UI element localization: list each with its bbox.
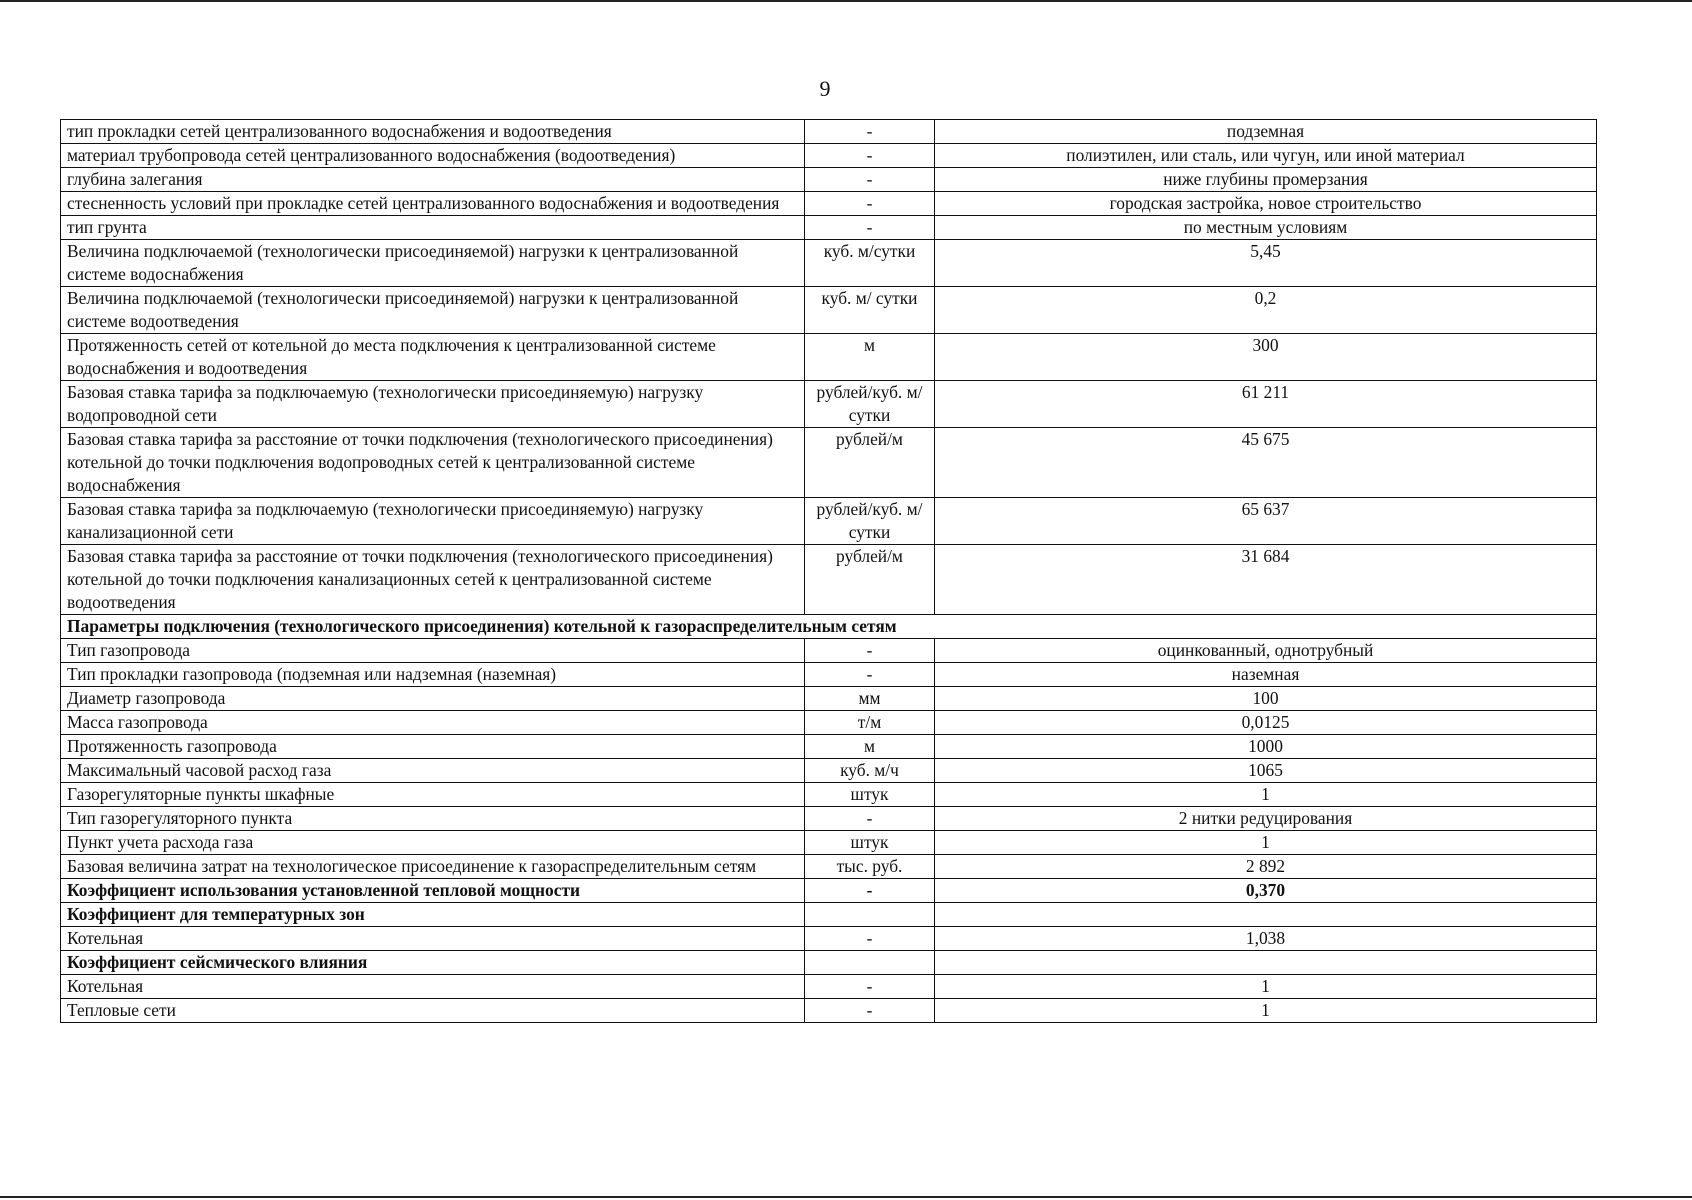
table-row — [61, 783, 1597, 807]
page-number: 9 — [819, 76, 831, 101]
unit-cell: рублей/м — [805, 428, 935, 498]
table-row — [61, 927, 1597, 951]
param-cell: Газорегуляторные пункты шкафные — [61, 783, 805, 807]
table-row — [61, 381, 1597, 428]
unit-cell: м — [805, 334, 935, 381]
unit-cell: штук — [805, 783, 935, 807]
param-cell: Базовая ставка тарифа за расстояние от точки подключения (технологического присоединения) котельной до точки подключения водопроводных сетей к централизованной системе водоснабжения — [61, 428, 805, 498]
value-cell: 5,45 — [935, 240, 1597, 287]
value-cell: 0,370 — [935, 879, 1597, 903]
table-row — [61, 735, 1597, 759]
unit-cell: - — [805, 168, 935, 192]
param-cell: Базовая ставка тарифа за расстояние от точки подключения (технологического присоединения) котельной до точки подключения канализационных сетей к централизованной системе водоотведения — [61, 545, 805, 615]
unit-cell: рублей/куб. м/сутки — [805, 381, 935, 428]
param-cell: материал трубопровода сетей централизованного водоснабжения (водоотведения) — [61, 144, 805, 168]
parameters-table — [60, 119, 1597, 1023]
unit-cell: - — [805, 144, 935, 168]
unit-cell: т/м — [805, 711, 935, 735]
param-cell: стесненность условий при прокладке сетей централизованного водоснабжения и водоотведения — [61, 192, 805, 216]
unit-cell: - — [805, 999, 935, 1023]
param-cell: глубина залегания — [61, 168, 805, 192]
table-row — [61, 879, 1597, 903]
param-cell: Тип прокладки газопровода (подземная или надземная (наземная) — [61, 663, 805, 687]
seismic-title: Коэффициент сейсмического влияния — [61, 951, 805, 975]
param-cell: Протяженность сетей от котельной до места подключения к централизованной системе водоснабжения и водоотведения — [61, 334, 805, 381]
unit-cell: рублей/м — [805, 545, 935, 615]
param-cell: Максимальный часовой расход газа — [61, 759, 805, 783]
table-row — [61, 168, 1597, 192]
value-cell: по местным условиям — [935, 216, 1597, 240]
unit-cell: - — [805, 975, 935, 999]
unit-cell: - — [805, 807, 935, 831]
unit-cell: штук — [805, 831, 935, 855]
table-row — [61, 287, 1597, 334]
value-cell: 1 — [935, 783, 1597, 807]
value-cell: 1000 — [935, 735, 1597, 759]
value-cell: 1065 — [935, 759, 1597, 783]
value-cell: 45 675 — [935, 428, 1597, 498]
table-row — [61, 711, 1597, 735]
param-cell: Котельная — [61, 975, 805, 999]
table-row — [61, 192, 1597, 216]
table-row — [61, 428, 1597, 498]
param-cell: Протяженность газопровода — [61, 735, 805, 759]
unit-cell: - — [805, 192, 935, 216]
table-row — [61, 831, 1597, 855]
value-cell: 0,2 — [935, 287, 1597, 334]
value-cell — [935, 951, 1597, 975]
table-row — [61, 240, 1597, 287]
param-cell: Тепловые сети — [61, 999, 805, 1023]
section-header-row — [61, 615, 1597, 639]
param-cell: Коэффициент использования установленной тепловой мощности — [61, 879, 805, 903]
param-cell: Тип газорегуляторного пункта — [61, 807, 805, 831]
param-cell: Котельная — [61, 927, 805, 951]
section-header-row — [61, 951, 1597, 975]
table-row — [61, 545, 1597, 615]
param-cell: тип прокладки сетей централизованного водоснабжения и водоотведения — [61, 120, 805, 144]
unit-cell: рублей/куб. м/сутки — [805, 498, 935, 545]
table-row — [61, 807, 1597, 831]
table-row — [61, 639, 1597, 663]
scan-edge-top — [0, 0, 1692, 2]
param-cell: Тип газопровода — [61, 639, 805, 663]
unit-cell: куб. м/ сутки — [805, 287, 935, 334]
value-cell: 2 892 — [935, 855, 1597, 879]
unit-cell: куб. м/сутки — [805, 240, 935, 287]
table-row — [61, 334, 1597, 381]
param-cell: Масса газопровода — [61, 711, 805, 735]
param-cell: Базовая ставка тарифа за подключаемую (технологически присоединяемую) нагрузку водопроводной сети — [61, 381, 805, 428]
table-row — [61, 144, 1597, 168]
value-cell: наземная — [935, 663, 1597, 687]
param-cell: Величина подключаемой (технологически присоединяемой) нагрузки к централизованной системе водоснабжения — [61, 240, 805, 287]
param-cell: Величина подключаемой (технологически присоединяемой) нагрузки к централизованной системе водоотведения — [61, 287, 805, 334]
unit-cell: - — [805, 216, 935, 240]
param-cell: тип грунта — [61, 216, 805, 240]
value-cell: полиэтилен, или сталь, или чугун, или иной материал — [935, 144, 1597, 168]
scan-edge-bottom — [0, 1196, 1692, 1198]
unit-cell: тыс. руб. — [805, 855, 935, 879]
unit-cell: - — [805, 879, 935, 903]
value-cell: 100 — [935, 687, 1597, 711]
unit-cell: - — [805, 663, 935, 687]
value-cell: 300 — [935, 334, 1597, 381]
table-row — [61, 663, 1597, 687]
param-cell: Базовая величина затрат на технологическое присоединение к газораспределительным сетям — [61, 855, 805, 879]
value-cell: 1 — [935, 975, 1597, 999]
unit-cell — [805, 903, 935, 927]
table-row — [61, 498, 1597, 545]
value-cell: 61 211 — [935, 381, 1597, 428]
gas-section-title: Параметры подключения (технологического присоединения) котельной к газораспределительным сетям — [61, 615, 1597, 639]
value-cell: 1 — [935, 831, 1597, 855]
table-row — [61, 999, 1597, 1023]
section-header-row — [61, 903, 1597, 927]
unit-cell: мм — [805, 687, 935, 711]
unit-cell — [805, 951, 935, 975]
table-row — [61, 855, 1597, 879]
value-cell: городская застройка, новое строительство — [935, 192, 1597, 216]
table-row — [61, 120, 1597, 144]
table-row — [61, 975, 1597, 999]
table-row — [61, 216, 1597, 240]
value-cell: 0,0125 — [935, 711, 1597, 735]
value-cell: ниже глубины промерзания — [935, 168, 1597, 192]
unit-cell: куб. м/ч — [805, 759, 935, 783]
param-cell: Базовая ставка тарифа за подключаемую (технологически присоединяемую) нагрузку канализационной сети — [61, 498, 805, 545]
unit-cell: - — [805, 639, 935, 663]
unit-cell: - — [805, 927, 935, 951]
unit-cell: - — [805, 120, 935, 144]
value-cell: 31 684 — [935, 545, 1597, 615]
table-row — [61, 687, 1597, 711]
value-cell: 1 — [935, 999, 1597, 1023]
value-cell: 2 нитки редуцирования — [935, 807, 1597, 831]
value-cell: 1,038 — [935, 927, 1597, 951]
value-cell — [935, 903, 1597, 927]
unit-cell: м — [805, 735, 935, 759]
value-cell: подземная — [935, 120, 1597, 144]
value-cell: оцинкованный, однотрубный — [935, 639, 1597, 663]
param-cell: Пункт учета расхода газа — [61, 831, 805, 855]
value-cell: 65 637 — [935, 498, 1597, 545]
param-cell: Диаметр газопровода — [61, 687, 805, 711]
temp-zone-title: Коэффициент для температурных зон — [61, 903, 805, 927]
table-row — [61, 759, 1597, 783]
